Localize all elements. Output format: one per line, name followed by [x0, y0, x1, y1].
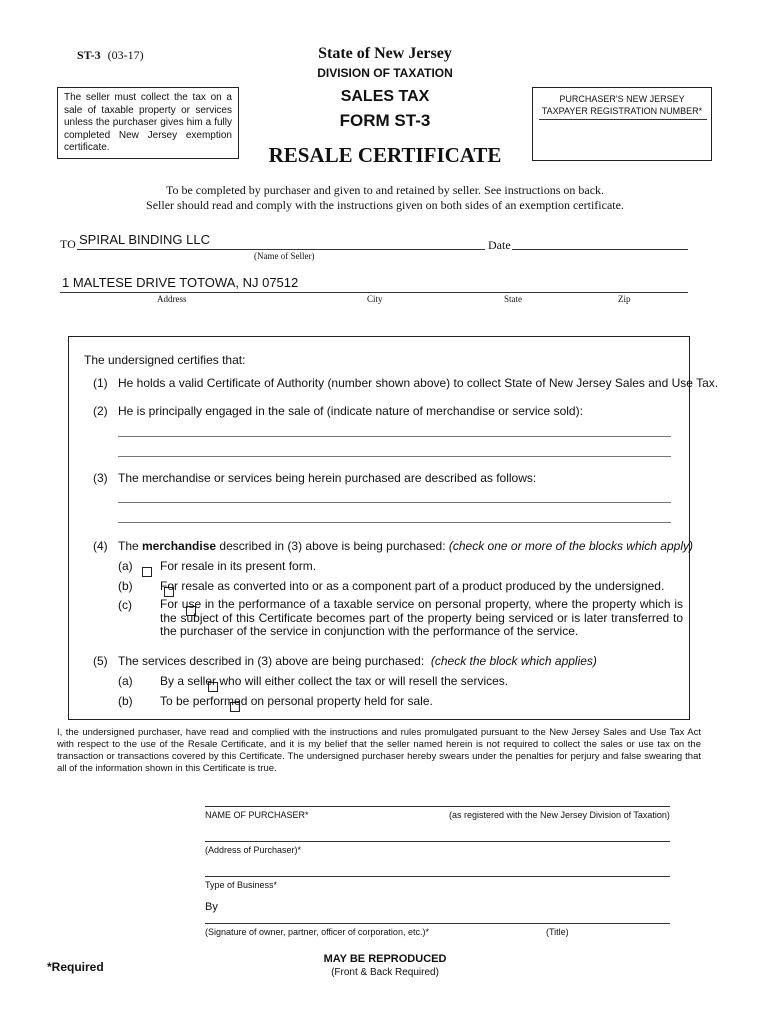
item-5-italic: (check the block which applies): [430, 654, 597, 668]
item-3-text: The merchandise or services being herein purchased are described as follows:: [118, 471, 537, 485]
item-4-number: (4): [93, 539, 108, 553]
item-5a-text: By a seller who will either collect the tax or will resell the services.: [160, 674, 509, 688]
purchaser-address-label: (Address of Purchaser)*: [205, 845, 302, 855]
sales-tax-heading: SALES TAX: [340, 88, 430, 105]
merchandise-sold-line-2[interactable]: [118, 456, 671, 457]
purchaser-name-field[interactable]: [205, 806, 670, 807]
purchase-description-line-2[interactable]: [118, 522, 671, 523]
certification-intro: The undersigned certifies that:: [84, 353, 246, 367]
form-name-heading: FORM ST-3: [339, 111, 431, 130]
seller-name-caption: (Name of Seller): [254, 251, 315, 261]
seller-address-field[interactable]: 1 MALTESE DRIVE TOTOWA, NJ 07512: [62, 275, 299, 290]
form-date: (03-17): [107, 48, 144, 62]
item-4a-checkbox[interactable]: [142, 567, 152, 577]
registration-number-box[interactable]: [532, 87, 712, 161]
item-5-plain: The services described in (3) above are being purchased:: [118, 654, 431, 668]
item-4-pre: The: [118, 539, 143, 553]
item-1-text: He holds a valid Certificate of Authority (number shown above) to collect State of New Jersey Sales and Use Tax.: [118, 376, 719, 390]
address-caption: Address: [157, 294, 187, 304]
city-caption: City: [367, 294, 383, 304]
front-back-required: (Front & Back Required): [331, 967, 439, 978]
page-title: RESALE CERTIFICATE: [268, 143, 502, 167]
item-4c-text: For use in the performance of a taxable service on personal property, where the property which is the subject of this Certificate becomes part of the property being serviced or is later transferred to the purchaser of the service in conjunction with the performance of the service.: [160, 597, 683, 638]
state-heading: State of New Jersey: [318, 45, 452, 62]
item-4a-text: For resale in its present form.: [160, 559, 317, 573]
item-5b-text: To be performed on personal property held for sale.: [160, 694, 433, 708]
registration-label-1: PURCHASER'S NEW JERSEY: [559, 94, 685, 104]
item-4a-letter: (a): [118, 559, 133, 573]
item-2-text: He is principally engaged in the sale of (indicate nature of merchandise or service sold):: [118, 404, 583, 418]
item-4-bold: merchandise: [142, 539, 217, 553]
purchaser-name-note: (as registered with the New Jersey Division of Taxation): [449, 810, 670, 820]
item-2-number: (2): [93, 404, 108, 418]
title-label: (Title): [546, 927, 569, 937]
business-type-field[interactable]: [205, 876, 670, 877]
item-4-mid: described in (3) above is being purchased:: [216, 539, 449, 553]
registration-label-underline: [539, 119, 707, 120]
zip-caption: Zip: [618, 294, 631, 304]
seller-address-underline: [60, 292, 688, 293]
item-4c-letter: (c): [118, 598, 132, 612]
division-heading: DIVISION OF TAXATION: [317, 66, 453, 80]
item-5-text: [118, 654, 597, 668]
instructions-line-1: To be completed by purchaser and given to and retained by seller. See instructions on back.: [165, 183, 605, 197]
may-be-reproduced: MAY BE REPRODUCED: [323, 953, 447, 965]
by-label: By: [205, 901, 218, 913]
merchandise-sold-line-1[interactable]: [118, 436, 671, 437]
instructions-line-2: Seller should read and comply with the instructions given on both sides of an exemption certificate.: [146, 198, 624, 212]
purchaser-name-label: NAME OF PURCHASER*: [205, 810, 309, 820]
state-caption: State: [504, 294, 522, 304]
purchaser-declaration: I, the undersigned purchaser, have read and complied with the instructions and rules promulgated pursuant to the New Jersey Sales and Use Tax Act with respect to the use of the Resale Certificate, and it is my belief that the seller named herein is not required to collect the sales or use tax on the transaction or transactions covered by this Certificate. The undersigned purchaser hereby swears under the penalties for perjury and false swearing that all of the information shown in this Certificate is true.: [57, 727, 701, 774]
item-1-number: (1): [93, 376, 108, 390]
seller-name-underline: [77, 249, 485, 250]
business-type-label: Type of Business*: [205, 880, 278, 890]
item-4-text: [118, 539, 693, 553]
item-5a-letter: (a): [118, 674, 133, 688]
to-label: TO: [60, 237, 76, 251]
item-5b-letter: (b): [118, 694, 133, 708]
form-code-label: ST-3: [77, 48, 101, 62]
item-3-number: (3): [93, 471, 108, 485]
purchaser-address-field[interactable]: [205, 841, 670, 842]
item-4-italic: (check one or more of the blocks which apply): [448, 539, 693, 553]
form-code: [77, 48, 144, 63]
purchase-description-line-1[interactable]: [118, 502, 671, 503]
required-note: *Required: [47, 960, 104, 974]
signature-label: (Signature of owner, partner, officer of corporation, etc.)*: [205, 927, 429, 937]
seller-notice-box: [57, 87, 239, 159]
item-4b-text: For resale as converted into or as a component part of a product produced by the undersigned.: [160, 579, 665, 593]
item-4b-letter: (b): [118, 579, 133, 593]
signature-field[interactable]: [205, 923, 670, 924]
date-field[interactable]: [512, 249, 688, 250]
seller-notice-text: The seller must collect the tax on a sale of taxable property or services unless the purchaser gives him a fully completed New Jersey exemption certificate.: [64, 92, 232, 153]
date-label: Date: [488, 238, 511, 252]
seller-name-field[interactable]: SPIRAL BINDING LLC: [79, 232, 211, 247]
item-5-number: (5): [93, 654, 108, 668]
registration-label-2: TAXPAYER REGISTRATION NUMBER*: [541, 106, 703, 116]
